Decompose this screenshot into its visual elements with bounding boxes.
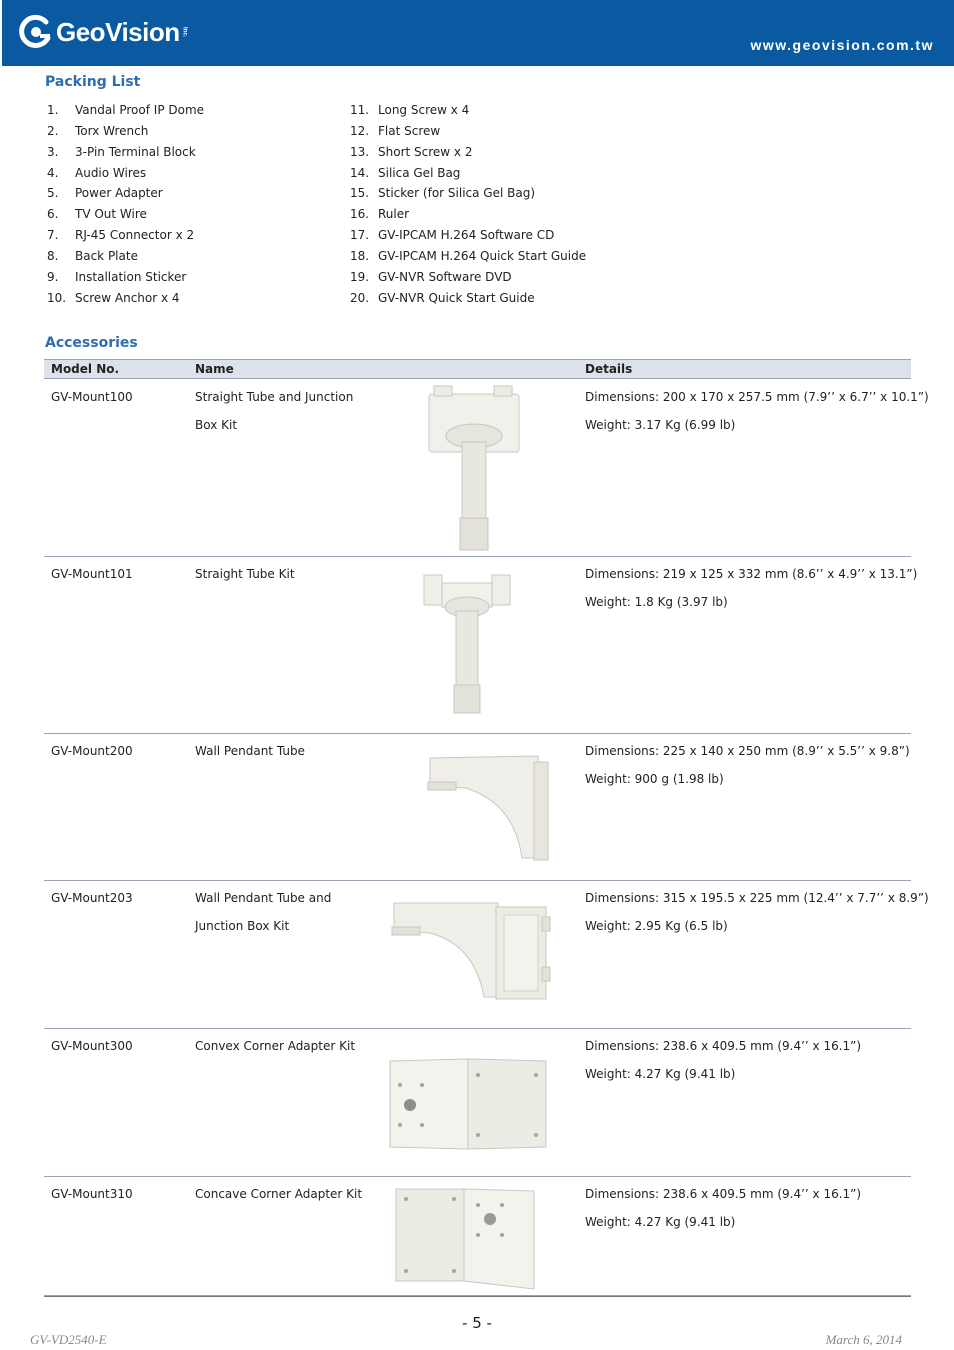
dimensions: Dimensions: 315 x 195.5 x 225 mm (12.4’’ x 7.7’’ x 8.9”) bbox=[585, 891, 929, 905]
model-no: GV-Mount300 bbox=[51, 1039, 133, 1053]
item-number: 7. bbox=[47, 228, 59, 242]
model-no: GV-Mount100 bbox=[51, 390, 133, 404]
weight: Weight: 900 g (1.98 lb) bbox=[585, 772, 724, 786]
item-label: GV-NVR Quick Start Guide bbox=[378, 291, 535, 305]
dimensions: Dimensions: 238.6 x 409.5 mm (9.4’’ x 16.1”) bbox=[585, 1187, 862, 1201]
weight: Weight: 3.17 Kg (6.99 lb) bbox=[585, 418, 736, 432]
item-label: TV Out Wire bbox=[75, 207, 147, 221]
list-item bbox=[350, 142, 472, 162]
item-label: Long Screw x 4 bbox=[378, 103, 470, 117]
list-item bbox=[47, 267, 186, 287]
list-item bbox=[47, 225, 194, 245]
list-item bbox=[47, 142, 196, 162]
convex-corner-adapter-image bbox=[388, 1055, 548, 1151]
wall-pendant-tube-image bbox=[426, 748, 550, 866]
straight-tube-junction-box-image bbox=[424, 384, 524, 552]
page-header bbox=[2, 0, 954, 66]
list-item bbox=[350, 100, 469, 120]
column-header-model: Model No. bbox=[51, 362, 120, 376]
item-number: 15. bbox=[350, 186, 370, 200]
product-name: Wall Pendant Tube bbox=[195, 744, 305, 758]
model-no: GV-Mount203 bbox=[51, 891, 133, 905]
item-number: 2. bbox=[47, 124, 59, 138]
item-label: Short Screw x 2 bbox=[378, 145, 473, 159]
list-item bbox=[350, 204, 409, 224]
list-item bbox=[47, 163, 146, 183]
list-item bbox=[350, 267, 512, 287]
model-no: GV-Mount310 bbox=[51, 1187, 133, 1201]
item-label: Ruler bbox=[378, 207, 410, 221]
weight: Weight: 4.27 Kg (9.41 lb) bbox=[585, 1067, 736, 1081]
concave-corner-adapter-image bbox=[394, 1185, 536, 1291]
item-label: Power Adapter bbox=[75, 186, 163, 200]
list-item bbox=[47, 121, 148, 141]
list-item bbox=[47, 246, 138, 266]
item-label: 3-Pin Terminal Block bbox=[75, 145, 196, 159]
item-number: 4. bbox=[47, 166, 59, 180]
list-item bbox=[47, 288, 180, 308]
page-number: - 5 - bbox=[462, 1314, 492, 1332]
dimensions: Dimensions: 238.6 x 409.5 mm (9.4’’ x 16.1”) bbox=[585, 1039, 862, 1053]
table-row bbox=[44, 380, 929, 557]
weight: Weight: 2.95 Kg (6.5 lb) bbox=[585, 919, 728, 933]
geovision-logo bbox=[18, 14, 188, 50]
item-label: Silica Gel Bag bbox=[378, 166, 461, 180]
table-row bbox=[44, 1177, 911, 1296]
item-label: Sticker (for Silica Gel Bag) bbox=[378, 186, 536, 200]
item-number: 5. bbox=[47, 186, 59, 200]
item-label: Installation Sticker bbox=[75, 270, 187, 284]
item-label: Screw Anchor x 4 bbox=[75, 291, 180, 305]
table-row bbox=[44, 734, 911, 881]
item-number: 11. bbox=[350, 103, 370, 117]
item-number: 17. bbox=[350, 228, 370, 242]
accessories-table-header bbox=[44, 359, 911, 379]
list-item bbox=[47, 204, 147, 224]
table-row bbox=[44, 1029, 911, 1177]
product-name: Straight Tube Kit bbox=[195, 567, 295, 581]
list-item bbox=[47, 100, 204, 120]
item-number: 8. bbox=[47, 249, 59, 263]
dimensions: Dimensions: 225 x 140 x 250 mm (8.9’’ x 5.5’’ x 9.8”) bbox=[585, 744, 910, 758]
item-number: 1. bbox=[47, 103, 59, 117]
model-no: GV-Mount200 bbox=[51, 744, 133, 758]
item-label: Audio Wires bbox=[75, 166, 147, 180]
logo-mark-icon bbox=[18, 14, 54, 50]
list-item bbox=[350, 246, 586, 266]
list-item bbox=[350, 121, 440, 141]
list-item bbox=[350, 225, 554, 245]
list-item bbox=[350, 183, 535, 203]
product-name: Convex Corner Adapter Kit bbox=[195, 1039, 356, 1053]
table-row bbox=[44, 557, 918, 734]
logo-inc: Inc. bbox=[181, 26, 188, 38]
straight-tube-image bbox=[422, 573, 516, 715]
product-name: Wall Pendant Tube and Junction Box Kit bbox=[195, 891, 332, 933]
item-number: 19. bbox=[350, 270, 370, 284]
column-header-name: Name bbox=[195, 362, 234, 376]
item-label: RJ-45 Connector x 2 bbox=[75, 228, 195, 242]
item-number: 18. bbox=[350, 249, 370, 263]
table-row bbox=[44, 881, 929, 1029]
item-label: Torx Wrench bbox=[75, 124, 149, 138]
item-label: Flat Screw bbox=[378, 124, 441, 138]
packing-list-heading: Packing List bbox=[45, 74, 141, 90]
product-name: Straight Tube and Junction Box Kit bbox=[195, 390, 354, 432]
footer-divider bbox=[44, 1296, 911, 1297]
item-label: Vandal Proof IP Dome bbox=[75, 103, 205, 117]
list-item bbox=[350, 288, 535, 308]
item-number: 9. bbox=[47, 270, 59, 284]
dimensions: Dimensions: 200 x 170 x 257.5 mm (7.9’’ x 6.7’’ x 10.1”) bbox=[585, 390, 929, 404]
item-number: 14. bbox=[350, 166, 370, 180]
website-url[interactable]: www.geovision.com.tw bbox=[750, 37, 934, 53]
product-name: Concave Corner Adapter Kit bbox=[195, 1187, 363, 1201]
document-date: March 6, 2014 bbox=[825, 1332, 902, 1347]
wall-pendant-junction-box-image bbox=[390, 897, 552, 1009]
item-number: 10. bbox=[47, 291, 67, 305]
item-label: GV-IPCAM H.264 Quick Start Guide bbox=[378, 249, 587, 263]
item-number: 12. bbox=[350, 124, 370, 138]
item-number: 16. bbox=[350, 207, 370, 221]
column-header-details: Details bbox=[585, 362, 633, 376]
document-code: GV-VD2540-E bbox=[30, 1332, 107, 1347]
item-label: GV-NVR Software DVD bbox=[378, 270, 512, 284]
list-item bbox=[47, 183, 163, 203]
logo-brand: GeoVision bbox=[56, 16, 180, 47]
model-no: GV-Mount101 bbox=[51, 567, 133, 581]
item-number: 3. bbox=[47, 145, 59, 159]
weight: Weight: 4.27 Kg (9.41 lb) bbox=[585, 1215, 736, 1229]
list-item bbox=[350, 163, 460, 183]
item-number: 13. bbox=[350, 145, 370, 159]
accessories-heading: Accessories bbox=[45, 335, 138, 351]
item-number: 6. bbox=[47, 207, 59, 221]
weight: Weight: 1.8 Kg (3.97 lb) bbox=[585, 595, 728, 609]
item-number: 20. bbox=[350, 291, 370, 305]
item-label: Back Plate bbox=[75, 249, 138, 263]
dimensions: Dimensions: 219 x 125 x 332 mm (8.6’’ x 4.9’’ x 13.1”) bbox=[585, 567, 918, 581]
item-label: GV-IPCAM H.264 Software CD bbox=[378, 228, 555, 242]
